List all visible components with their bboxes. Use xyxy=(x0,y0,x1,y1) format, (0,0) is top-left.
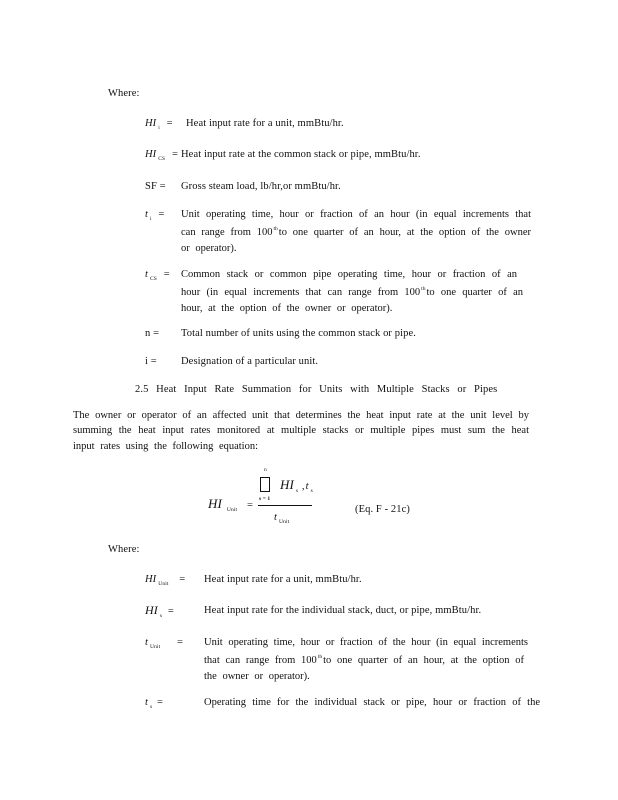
body-paragraph: The owner or operator of an affected unit that determines the heat input rate at the unit level by summing the heat input rates monitored at multiple stacks or multiple pipes must sum the heat input rates using the following equation: xyxy=(73,410,529,452)
equation-label: (Eq. F - 21c) xyxy=(355,504,410,515)
symbol-hi-unit: HI $_{Unit}$ = xyxy=(145,574,186,587)
sum-lower-limit: s = 1 xyxy=(259,496,271,502)
symbol-hi-s: HI $_s$ = xyxy=(145,603,174,619)
definition-t-s: Operating time for the individual stack or pipe, hour or fraction of the xyxy=(204,697,540,708)
symbol-sf: SF = xyxy=(145,181,166,192)
symbol-t-cs: t $_{CS}$ = xyxy=(145,269,170,282)
definition-sf: Gross steam load, lb/hr,or mmBtu/hr. xyxy=(181,181,341,192)
definition-hi-cs: Heat input rate at the common stack or pipe, mmBtu/hr. xyxy=(181,149,421,160)
definition-t-unit: Unit operating time, hour or fraction of the hour (in equal increments that can range from 100thto one quarter of an hour, at the option of the owner or operator). xyxy=(204,637,528,682)
section-heading: 2.5 Heat Input Rate Summation for Units with Multiple Stacks or Pipes xyxy=(135,384,498,395)
equation-lhs: HI $_{Unit}$ xyxy=(208,496,238,513)
symbol-t-unit: t $_{Unit}$ = xyxy=(145,637,183,650)
definition-hi-unit: Heat input rate for a unit, mmBtu/hr. xyxy=(204,574,362,585)
where-label-2: Where: xyxy=(108,544,140,555)
equation-numerator: HI $_s$ ,t $_s$ xyxy=(280,477,313,494)
symbol-t-i: t $_i$ = xyxy=(145,209,165,222)
equation-equals: = xyxy=(247,500,254,511)
symbol-hi-cs: HI $_{CS}$ = xyxy=(145,149,178,162)
equation-denominator: t $_{Unit}$ xyxy=(274,512,290,525)
definition-hi-i: Heat input rate for a unit, mmBtu/hr. xyxy=(186,118,344,129)
sum-upper-limit: n xyxy=(264,467,267,473)
symbol-t-s: t $_s$ = xyxy=(145,697,164,710)
symbol-hi-i: HI $_i$ = xyxy=(145,118,173,131)
definition-i: Designation of a particular unit. xyxy=(181,356,319,367)
definition-hi-s: Heat input rate for the individual stack, duct, or pipe, mmBtu/hr. xyxy=(204,605,482,616)
definition-n: Total number of units using the common stack or pipe. xyxy=(181,328,416,339)
where-label-1: Where: xyxy=(108,88,140,99)
definition-t-cs: Common stack or common pipe operating time, hour or fraction of an hour (in equal increments that can range from 100thto one quarter of an hour, at the option of the owner or operator). xyxy=(181,269,523,314)
definition-t-i: Unit operating time, hour or fraction of an hour (in equal increments that can range from 100thto one quarter of an hour, at the option of the owner or operator). xyxy=(181,209,531,254)
symbol-n: n = xyxy=(145,328,160,339)
symbol-i: i = xyxy=(145,356,157,367)
summation-symbol xyxy=(260,477,270,492)
fraction-bar xyxy=(258,505,312,506)
